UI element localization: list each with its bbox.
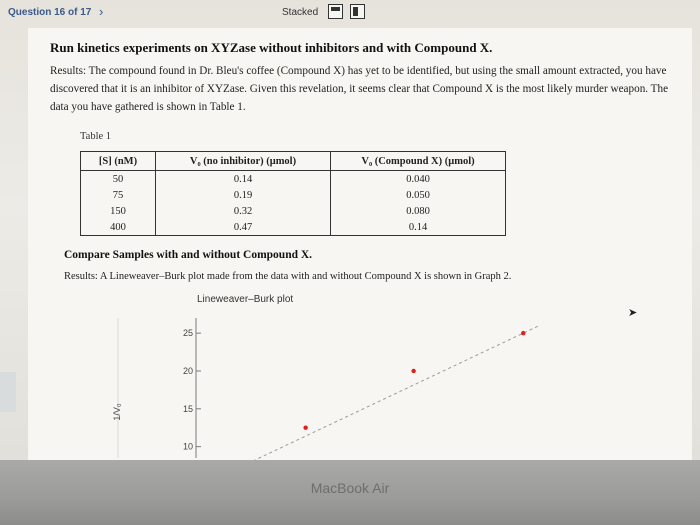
compare-results: Results: A Lineweaver–Burk plot made from the data with and without Compound X is shown in Graph 2.: [64, 271, 512, 282]
cell-v0-no-inhibitor: 0.32: [156, 203, 331, 219]
cell-v0-compound-x: 0.040: [331, 171, 506, 188]
y-tick-label: 25: [182, 328, 193, 339]
next-question-chevron-icon[interactable]: ›: [99, 4, 104, 19]
results-paragraph: Results: The compound found in Dr. Bleu's coffee (Compound X) has yet to be identified, but using the small amount extracted, you have discovered that it is an inhibitor of XYZase. Given this revelation, it seems clear that Compound X is the most likely murder weapon. The data you have gathered is shown in Table 1.: [50, 65, 669, 113]
header-substrate: [S] (nM): [81, 152, 156, 171]
cell-substrate: 75: [81, 187, 156, 203]
graph-title: Lineweaver–Burk plot: [197, 294, 294, 305]
cell-v0-compound-x: 0.14: [331, 219, 506, 236]
cell-v0-no-inhibitor: 0.47: [156, 219, 331, 236]
y-axis-label: 1/V₀: [112, 403, 122, 421]
mouse-cursor-icon: ➤: [628, 307, 638, 319]
question-counter: Question 16 of 17: [8, 7, 92, 18]
y-tick-label: 15: [182, 403, 193, 414]
view-mode-label: Stacked: [282, 7, 319, 18]
data-point: [521, 331, 525, 335]
cell-substrate: 150: [81, 203, 156, 219]
compare-heading: Compare Samples with and without Compound X.: [64, 249, 313, 261]
laptop-bezel: [0, 460, 700, 525]
data-point: [411, 369, 415, 373]
cell-v0-no-inhibitor: 0.14: [156, 171, 331, 188]
laptop-brand-label: MacBook Air: [310, 480, 390, 496]
cell-v0-compound-x: 0.080: [331, 203, 506, 219]
header-v0-compound-x: V₀ (Compound X) (μmol): [331, 152, 506, 171]
cell-substrate: 400: [81, 219, 156, 236]
trendline: [204, 325, 539, 460]
experiment-heading: Run kinetics experiments on XYZase without inhibitors and with Compound X.: [50, 40, 493, 55]
cell-substrate: 50: [81, 171, 156, 188]
y-tick-label: 20: [182, 365, 193, 376]
y-tick-label: 10: [182, 441, 193, 452]
data-point: [303, 426, 307, 430]
cell-v0-no-inhibitor: 0.19: [156, 187, 331, 203]
cell-v0-compound-x: 0.050: [331, 187, 506, 203]
table-caption: Table 1: [80, 131, 112, 142]
header-v0-no-inhibitor: V₀ (no inhibitor) (μmol): [156, 152, 331, 171]
